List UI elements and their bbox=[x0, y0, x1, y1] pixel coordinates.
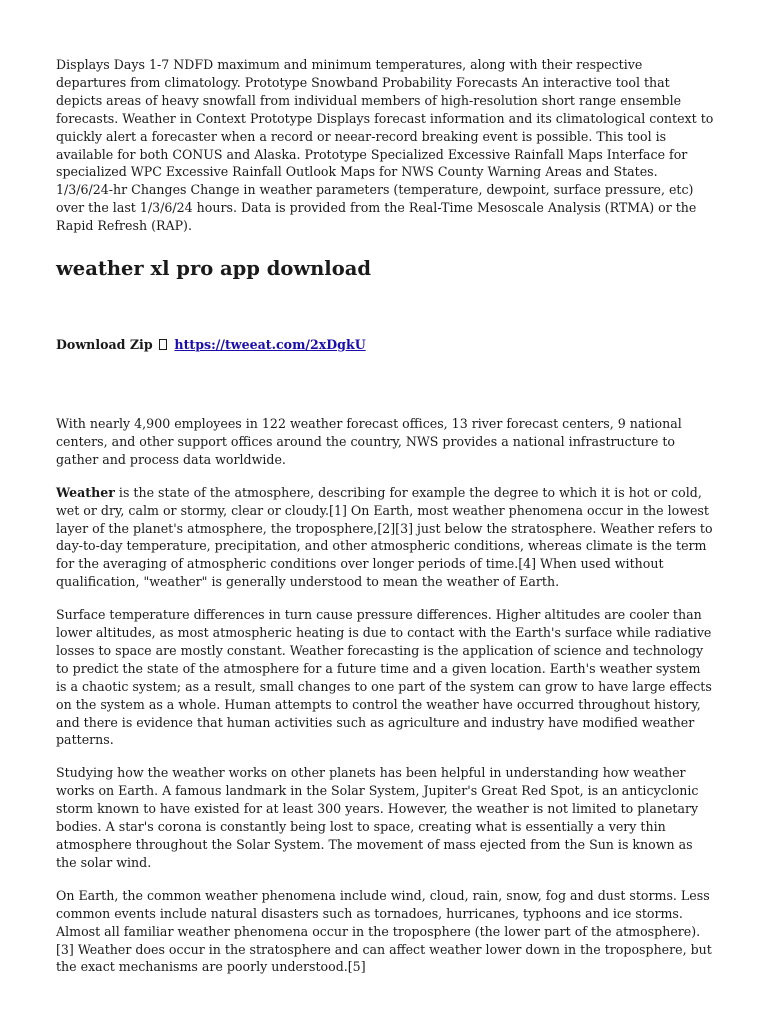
page-heading: weather xl pro app download bbox=[56, 257, 371, 281]
download-line bbox=[56, 336, 714, 354]
download-link[interactable]: https://tweeat.com/2xDgkU bbox=[174, 337, 366, 353]
body-paragraph-1: With nearly 4,900 employees in 122 weather forecast offices, 13 river forecast centers, 9 national centers, and other support offices around the country, NWS provides a national infrastructure to gather and process data worldwide. bbox=[56, 415, 682, 467]
body-paragraph-5: On Earth, the common weather phenomena include wind, cloud, rain, snow, fog and dust storms. Less common events include natural disasters such as tornadoes, hurricanes, typhoons and ice storms. Almost all familiar weather phenomena occur in the troposphere (the lower part of the atmosphere).[3] Weather does occur in the stratosphere and can affect weather lower down in the troposphere, but the exact mechanisms are poorly understood.[5] bbox=[56, 887, 712, 975]
download-label: Download Zip bbox=[56, 337, 153, 353]
body-paragraph-2 bbox=[56, 484, 714, 591]
body-paragraph-3: Surface temperature differences in turn cause pressure differences. Higher altitudes are cooler than lower altitudes, as most atmospheric heating is due to contact with the Earth's surface while radiative losses to space are mostly constant. Weather forecasting is the application of science and technology to predict the state of the atmosphere for a future time and a given location. Earth's weather system is a chaotic system; as a result, small changes to one part of the system can grow to have large effects on the system as a whole. Human attempts to control the weather have occurred throughout history, and there is evidence that human activities such as agriculture and industry have modified weather patterns. bbox=[56, 607, 712, 748]
body-paragraph-2-text: is the state of the atmosphere, describing for example the degree to which it is hot or cold, wet or dry, calm or stormy, clear or cloudy.[1] On Earth, most weather phenomena occur in the lowest layer of the planet's atmosphere, the troposphere,[2][3] just below the stratosphere. Weather refers to day-to-day temperature, precipitation, and other atmospheric conditions, whereas climate is the term for the averaging of atmospheric conditions over longer periods of time.[4] When used without qualification, "weather" is generally understood to mean the weather of Earth. bbox=[56, 484, 713, 590]
missing-glyph-icon bbox=[159, 339, 167, 350]
weather-term: Weather bbox=[56, 484, 115, 500]
intro-paragraph: Displays Days 1-7 NDFD maximum and minimum temperatures, along with their respective departures from climatology. Prototype Snowband Probability Forecasts An interactive tool that depicts areas of heavy snowfall from individual members of high-resolution short range ensemble forecasts. Weather in Context Prototype Displays forecast information and its climatological context to quickly alert a forecaster when a record or neear-record breaking event is possible. This tool is available for both CONUS and Alaska. Prototype Specialized Excessive Rainfall Maps Interface for specialized WPC Excessive Rainfall Outlook Maps for NWS County Warning Areas and States. 1/3/6/24-hr Changes Change in weather parameters (temperature, dewpoint, surface pressure, etc) over the last 1/3/6/24 hours. Data is provided from the Real-Time Mesoscale Analysis (RTMA) or the Rapid Refresh (RAP). bbox=[56, 57, 714, 234]
body-paragraph-4: Studying how the weather works on other planets has been helpful in understanding how weather works on Earth. A famous landmark in the Solar System, Jupiter's Great Red Spot, is an anticyclonic storm known to have existed for at least 300 years. However, the weather is not limited to planetary bodies. A star's corona is constantly being lost to space, creating what is essentially a very thin atmosphere throughout the Solar System. The movement of mass ejected from the Sun is known as the solar wind. bbox=[56, 765, 699, 870]
